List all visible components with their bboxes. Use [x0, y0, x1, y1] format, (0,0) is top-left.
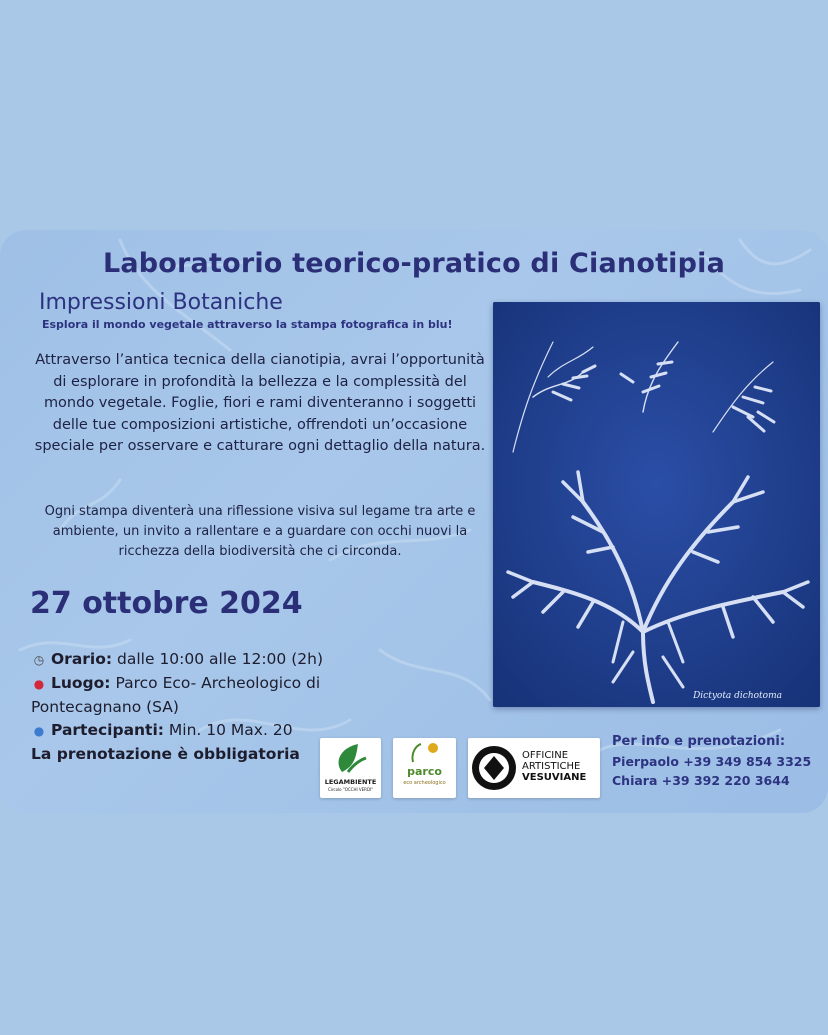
place-label: Luogo: [51, 674, 111, 692]
cyanotype-seaweed-illustration [493, 302, 820, 707]
parco-sublabel: eco archeologico [403, 780, 446, 786]
contact-pierpaolo: Pierpaolo +39 349 854 3325 [612, 754, 812, 769]
booking-note: La prenotazione è obbligatoria [31, 745, 300, 763]
description-paragraph-1: Attraverso l’antica tecnica della cianotipia, avrai l’opportunità di esplorare in profondità la bellezza e la complessità del mondo vegetale. Foglie, fiori e rami diventeranno i soggetti delle tue composizioni artistiche, offrendoti un’occasione speciale per osservare e catturare ogni dettaglio della natura. [34, 352, 486, 454]
event-card [0, 230, 828, 813]
oav-line1: OFFICINE [522, 750, 569, 761]
legambiente-label: LEGAMBIENTE [324, 778, 377, 786]
legambiente-sublabel: Circolo "OCCHI VERDI" [327, 787, 374, 792]
participants-label: Partecipanti: [51, 721, 164, 739]
oav-line3: VESUVIANE [522, 772, 587, 783]
location-pin-icon: ● [33, 677, 45, 691]
event-date: 27 ottobre 2024 [30, 586, 303, 621]
officine-artistiche-vesuviane-logo [468, 738, 600, 798]
contact-info [612, 732, 811, 790]
place-row [31, 672, 371, 719]
oav-line2: ARTISTICHE [522, 761, 581, 772]
oav-emblem-icon [468, 738, 520, 798]
event-tagline: Esplora il mondo vegetale attraverso la stampa fotografica in blu! [42, 318, 453, 331]
contact-heading: Per info e prenotazioni: [612, 734, 786, 749]
clock-icon: ◷ [33, 653, 45, 667]
photo-caption: Dictyota dichotoma [693, 691, 782, 701]
event-subtitle: Impressioni Botaniche [39, 290, 283, 315]
time-label: Orario: [51, 650, 113, 668]
time-row [31, 648, 371, 672]
description-paragraph-2: Ogni stampa diventerà una riflessione visiva sul legame tra arte e ambiente, un invito a rallentare e a guardare con occhi nuovi la ricchezza della biodiversità che ci circonda. [44, 504, 476, 559]
people-icon: ● [33, 724, 45, 738]
contact-chiara: Chiara +39 392 220 3644 [612, 773, 790, 788]
legambiente-logo [320, 738, 381, 798]
oav-label [522, 750, 586, 783]
parco-eco-archeologico-logo [393, 738, 456, 798]
cyanotype-print-image [493, 302, 820, 707]
parco-sprout-icon [393, 738, 456, 766]
parco-label: parco [407, 765, 442, 778]
place-value: Parco Eco- Archeologico di Pontecagnano (SA) [31, 674, 321, 716]
time-value: dalle 10:00 alle 12:00 (2h) [117, 650, 323, 668]
participants-value: Min. 10 Max. 20 [168, 721, 293, 739]
legambiente-leaf-icon [320, 738, 381, 778]
event-title: Laboratorio teorico-pratico di Cianotipia [102, 248, 726, 279]
